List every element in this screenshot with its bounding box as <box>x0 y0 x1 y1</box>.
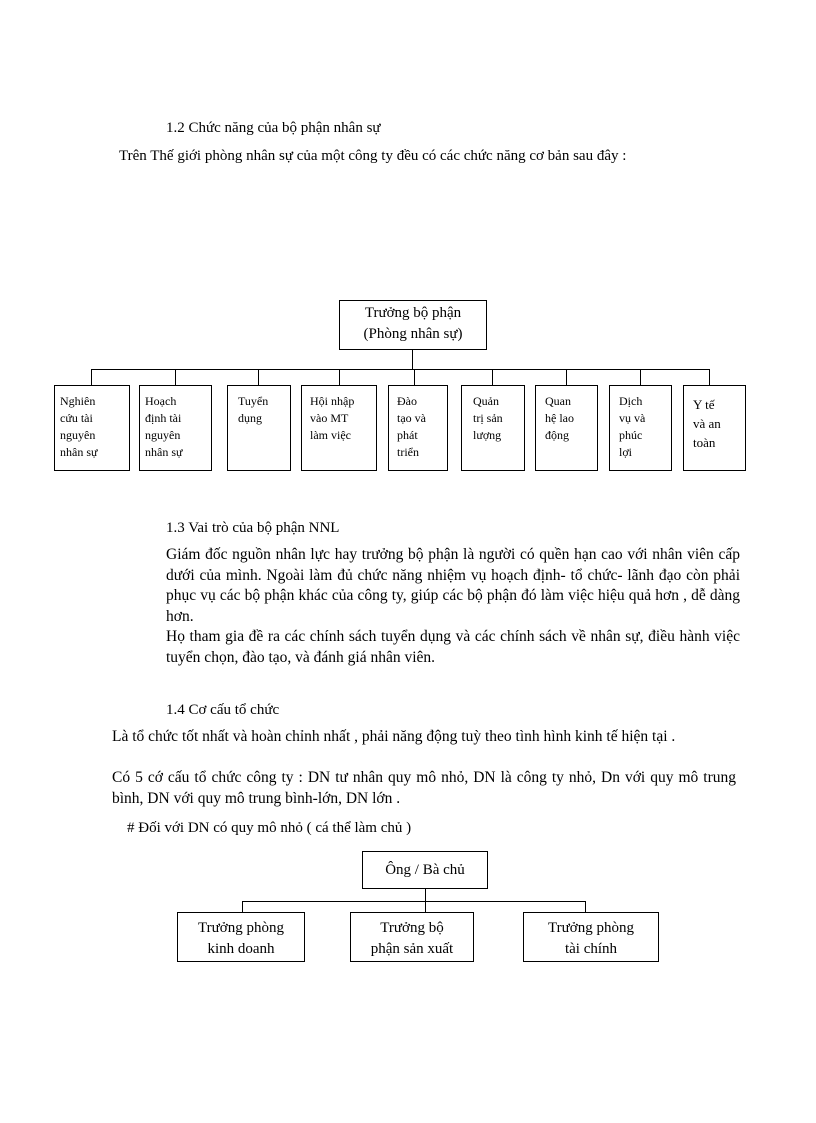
org-box-finance-manager: Trưởng phòng tài chính <box>523 912 659 962</box>
connector <box>339 369 340 385</box>
connector <box>175 369 176 385</box>
section-1-3-paragraph-2: Họ tham gia đề ra các chính sách tuyển dụng và các chính sách về nhân sự, điều hành việc tuyển chọn, đào tạo, và đánh giá nhân viên. <box>166 628 740 666</box>
org-root-hr-head: Trưởng bộ phận (Phòng nhân sự) <box>339 300 487 350</box>
org-root-owner: Ông / Bà chủ <box>362 851 488 889</box>
org-box-production-manager: Trưởng bộ phận sản xuất <box>350 912 474 962</box>
org-box-hr-research: Nghiên cứu tài nguyên nhân sự <box>54 385 130 471</box>
org-box-onboarding: Hội nhập vào MT làm việc <box>301 385 377 471</box>
connector <box>425 901 426 912</box>
org-box-health-safety: Y tế và an toàn <box>683 385 746 471</box>
org-box-sales-manager: Trưởng phòng kinh doanh <box>177 912 305 962</box>
section-1-2-intro: Trên Thế giới phòng nhân sự của một công ty đều có các chức năng cơ bản sau đây : <box>119 148 627 164</box>
section-1-4-subheading: # Đối với DN có quy mô nhỏ ( cá thể làm chủ ) <box>127 820 412 836</box>
connector <box>242 901 585 902</box>
section-1-4-heading: 1.4 Cơ cấu tổ chức <box>166 702 280 718</box>
connector <box>566 369 567 385</box>
org-box-services-welfare: Dịch vụ và phúc lợi <box>609 385 672 471</box>
section-1-4-paragraph-2: Có 5 cớ cấu tổ chức công ty : DN tư nhân quy mô nhỏ, DN là công ty nhỏ, Dn với quy mô trung bình, DN với quy mô trung bình-lớn, DN lớn . <box>112 769 736 807</box>
section-1-3-paragraph-1: Giám đốc nguồn nhân lực hay trưởng bộ phận là người có quền hạn cao với nhân viên cấp dưới của mình. Ngoài làm đủ chức năng nhiệm vụ hoạch định- tổ chức- lãnh đạo còn phải phục vụ các bộ phận khác của công ty, giúp các bộ phận đó làm việc hiệu quả hơn , dễ dàng hơn. <box>166 546 740 625</box>
org-box-hr-planning: Hoạch định tài nguyên nhân sự <box>139 385 212 471</box>
connector <box>585 901 586 912</box>
connector <box>492 369 493 385</box>
org-box-training: Đào tạo và phát triển <box>388 385 448 471</box>
org-box-output-management: Quản trị sản lượng <box>461 385 525 471</box>
section-1-2-heading: 1.2 Chức năng của bộ phận nhân sự <box>166 120 381 136</box>
connector <box>91 369 92 385</box>
connector <box>242 901 243 912</box>
connector <box>258 369 259 385</box>
connector <box>425 889 426 901</box>
section-1-4-paragraph-1: Là tổ chức tốt nhất và hoàn chỉnh nhất , phải năng động tuỳ theo tình hình kinh tế hiện tại . <box>112 728 676 745</box>
section-1-3-heading: 1.3 Vai trò của bộ phận NNL <box>166 520 340 536</box>
connector <box>640 369 641 385</box>
connector <box>412 350 413 369</box>
org-box-recruitment: Tuyển dụng <box>227 385 291 471</box>
connector <box>414 369 415 385</box>
org-box-labor-relations: Quan hệ lao động <box>535 385 598 471</box>
connector <box>709 369 710 385</box>
connector <box>91 369 709 370</box>
